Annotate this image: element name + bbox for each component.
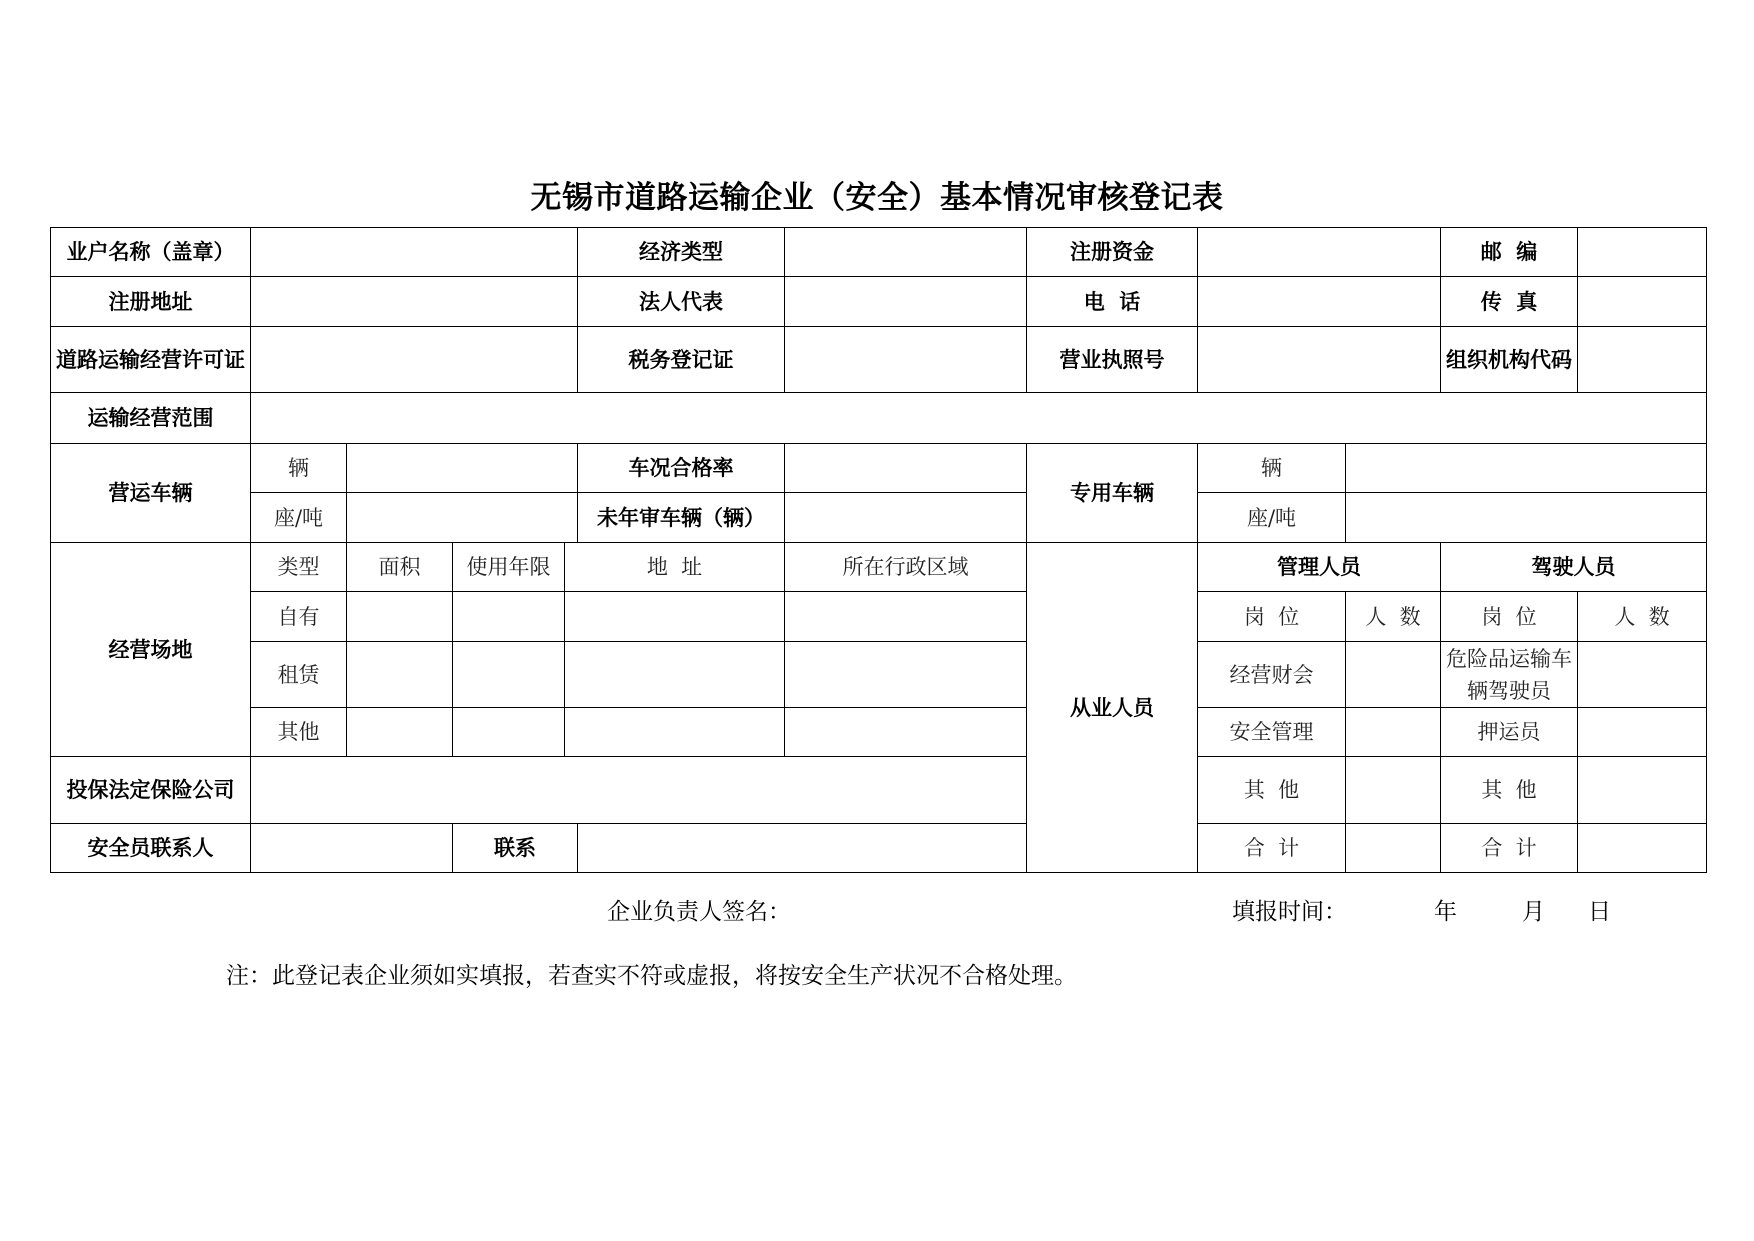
mgmt-row-finance: 经营财会 [1198,642,1346,708]
special-vehicle-count-field[interactable] [1346,444,1707,493]
registered-address-label: 注册地址 [51,277,251,327]
contact-field[interactable] [578,824,1027,873]
premises-type-leased: 租赁 [251,642,347,708]
pass-rate-label: 车况合格率 [578,444,785,493]
mgmt-total-count[interactable] [1346,824,1441,873]
premises-own-area[interactable] [347,592,453,642]
mgmt-post-header: 岗 位 [1198,592,1346,642]
vehicle-count-unit: 辆 [251,444,347,493]
mgmt-row-safety: 安全管理 [1198,708,1346,757]
form-title: 无锡市道路运输企业（安全）基本情况审核登记表 [530,180,1224,216]
fill-time-label: 填报时间： [1232,899,1347,925]
contact-label: 联系 [453,824,578,873]
driver-row-other: 其 他 [1441,757,1578,824]
premises-header-district: 所在行政区域 [785,543,1027,592]
premises-other-area[interactable] [347,708,453,757]
insurance-label: 投保法定保险公司 [51,757,251,824]
premises-other-years[interactable] [453,708,565,757]
mgmt-finance-count[interactable] [1346,642,1441,708]
phone-label: 电 话 [1027,277,1198,327]
mgmt-count-header: 人 数 [1346,592,1441,642]
staff-label: 从业人员 [1027,543,1198,873]
premises-type-other: 其他 [251,708,347,757]
registered-address-field[interactable] [251,277,578,327]
not-inspected-label: 未年审车辆（辆） [578,493,785,543]
postcode-field[interactable] [1578,228,1707,277]
business-scope-label: 运输经营范围 [51,393,251,444]
driver-total-count[interactable] [1578,824,1707,873]
premises-other-address[interactable] [565,708,785,757]
premises-label: 经营场地 [51,543,251,757]
mgmt-other-count[interactable] [1346,757,1441,824]
premises-leased-district[interactable] [785,642,1027,708]
company-name-field[interactable] [251,228,578,277]
premises-leased-address[interactable] [565,642,785,708]
premises-leased-years[interactable] [453,642,565,708]
transport-license-field[interactable] [251,327,578,393]
pass-rate-field[interactable] [785,444,1027,493]
registered-capital-field[interactable] [1198,228,1441,277]
org-code-field[interactable] [1578,327,1707,393]
premises-own-address[interactable] [565,592,785,642]
business-license-label: 营业执照号 [1027,327,1198,393]
driver-staff-header: 驾驶人员 [1441,543,1707,592]
mgmt-row-total: 合 计 [1198,824,1346,873]
phone-field[interactable] [1198,277,1441,327]
signature-label: 企业负责人签名： [607,899,791,925]
premises-type-own: 自有 [251,592,347,642]
not-inspected-field[interactable] [785,493,1027,543]
postcode-label: 邮 编 [1441,228,1578,277]
special-vehicles-label: 专用车辆 [1027,444,1198,543]
vehicle-count-field[interactable] [347,444,578,493]
mgmt-safety-count[interactable] [1346,708,1441,757]
premises-header-years: 使用年限 [453,543,565,592]
premises-header-address: 地 址 [565,543,785,592]
business-scope-field[interactable] [251,393,1707,444]
registration-table [50,227,1707,873]
legal-representative-label: 法人代表 [578,277,785,327]
insurance-field[interactable] [251,757,1027,824]
tax-certificate-label: 税务登记证 [578,327,785,393]
driver-row-escort: 押运员 [1441,708,1578,757]
day-label: 日 [1588,899,1611,925]
premises-own-district[interactable] [785,592,1027,642]
org-code-label: 组织机构代码 [1441,327,1578,393]
driver-escort-count[interactable] [1578,708,1707,757]
driver-hazmat-count[interactable] [1578,642,1707,708]
seat-ton-field[interactable] [347,493,578,543]
seat-ton-unit: 座/吨 [251,493,347,543]
footnote: 注：此登记表企业须如实填报，若查实不符或虚报，将按安全生产状况不合格处理。 [226,963,1077,989]
fax-label: 传 真 [1441,277,1578,327]
special-seat-ton-field[interactable] [1346,493,1707,543]
special-vehicle-count-unit: 辆 [1198,444,1346,493]
premises-own-years[interactable] [453,592,565,642]
month-label: 月 [1522,899,1545,925]
driver-count-header: 人 数 [1578,592,1707,642]
special-seat-ton-unit: 座/吨 [1198,493,1346,543]
transport-license-label: 道路运输经营许可证 [51,327,251,393]
safety-contact-field[interactable] [251,824,453,873]
driver-row-hazmat: 危险品运输车辆驾驶员 [1441,642,1578,708]
management-staff-header: 管理人员 [1198,543,1441,592]
economic-type-field[interactable] [785,228,1027,277]
business-license-field[interactable] [1198,327,1441,393]
premises-header-area: 面积 [347,543,453,592]
driver-post-header: 岗 位 [1441,592,1578,642]
economic-type-label: 经济类型 [578,228,785,277]
safety-contact-label: 安全员联系人 [51,824,251,873]
premises-leased-area[interactable] [347,642,453,708]
company-name-label: 业户名称（盖章） [51,228,251,277]
registered-capital-label: 注册资金 [1027,228,1198,277]
premises-other-district[interactable] [785,708,1027,757]
legal-representative-field[interactable] [785,277,1027,327]
fax-field[interactable] [1578,277,1707,327]
premises-header-type: 类型 [251,543,347,592]
year-label: 年 [1434,899,1457,925]
driver-row-total: 合 计 [1441,824,1578,873]
driver-other-count[interactable] [1578,757,1707,824]
mgmt-row-other: 其 他 [1198,757,1346,824]
operating-vehicles-label: 营运车辆 [51,444,251,543]
tax-certificate-field[interactable] [785,327,1027,393]
